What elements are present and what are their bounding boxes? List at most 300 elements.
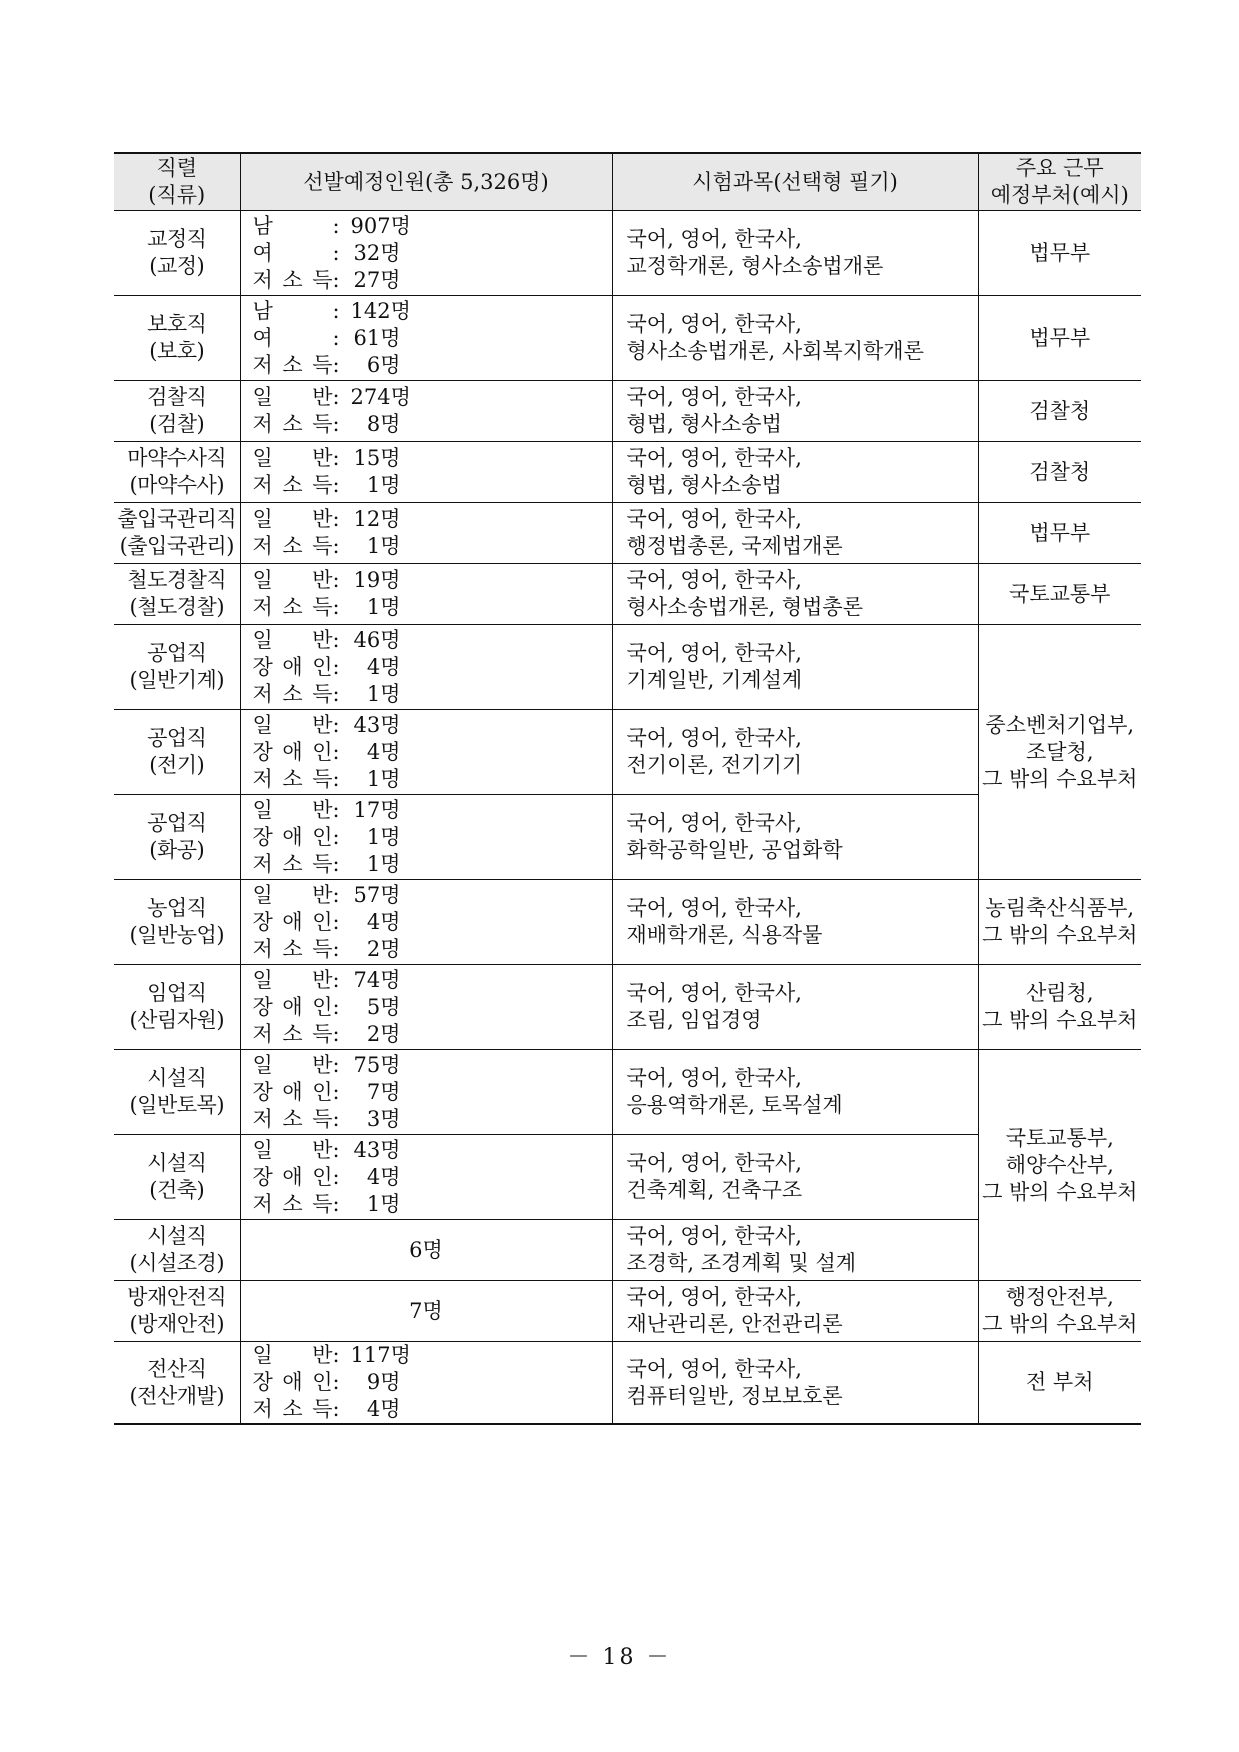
quota-count: 27명: [353, 267, 401, 292]
subjects-cell: [612, 381, 978, 442]
quota-category: 저 소 득: [252, 1021, 333, 1046]
quota-colon: :: [332, 1137, 340, 1162]
page-number: － 18 －: [567, 1645, 672, 1670]
department-cell: [978, 442, 1141, 503]
department-line: 법무부: [1029, 520, 1091, 545]
job-category-name: (전기): [149, 753, 205, 777]
subjects-cell: [612, 442, 978, 503]
job-series-name: 시설직: [147, 1066, 207, 1090]
quota-line: [253, 445, 612, 472]
job-category-name: (출입국관리): [119, 534, 234, 558]
quota-category: 저 소 득: [252, 595, 333, 619]
quota-colon: :: [332, 712, 340, 737]
quota-category: 저 소 득: [252, 473, 333, 497]
job-series-name: 검찰직: [147, 385, 207, 409]
quota-category: 저 소 득: [252, 534, 333, 558]
quota-line: [253, 411, 612, 438]
subjects-cell: [612, 1050, 978, 1135]
quota-total: 6명: [409, 1237, 443, 1262]
quota-count: 1명: [366, 534, 401, 558]
department-cell: [978, 503, 1141, 564]
department-line: 그 밖의 수요부처: [982, 766, 1138, 791]
job-series-cell: [114, 211, 240, 296]
quota-category: 일 반: [252, 385, 333, 409]
job-series-cell: [114, 1281, 240, 1342]
quota-colon: :: [332, 1370, 340, 1394]
quota-colon: :: [332, 568, 340, 592]
subjects-line-2: 조림, 임업경영: [626, 1008, 762, 1032]
department-line: 검찰청: [1029, 398, 1091, 423]
header-job-series-line1: 직렬: [156, 156, 198, 180]
job-category-name: (검찰): [149, 412, 205, 436]
quota-count: 32명: [353, 240, 401, 265]
quota-colon: :: [332, 824, 340, 849]
quota-category: 장 애 인: [252, 739, 333, 764]
quota-line: [253, 240, 612, 267]
department-line: 중소벤처기업부,: [985, 712, 1135, 737]
quota-count: 274명: [350, 385, 411, 409]
quota-category: 저 소 득: [252, 1191, 333, 1216]
quota-cell: [240, 1050, 612, 1135]
job-series-name: 전산직: [147, 1356, 207, 1381]
quota-count: 4명: [366, 1164, 401, 1189]
header-department: [978, 153, 1141, 211]
quota-count: 4명: [366, 909, 401, 934]
quota-count: 57명: [353, 882, 401, 907]
quota-category: 저 소 득: [252, 936, 333, 961]
quota-category: 장 애 인: [252, 994, 333, 1019]
department-line: 행정안전부,: [1005, 1285, 1114, 1309]
table-row: [114, 381, 1141, 442]
job-category-name: (교정): [149, 254, 205, 278]
quota-line: [253, 681, 612, 708]
subjects-line-2: 조경학, 조경계획 및 설계: [626, 1251, 857, 1275]
job-series-cell: [114, 710, 240, 795]
quota-cell: [240, 710, 612, 795]
quota-count: 1명: [366, 1191, 401, 1216]
quota-count: 1명: [366, 851, 401, 876]
job-series-name: 공업직: [147, 811, 207, 835]
subjects-line-2: 형사소송법개론, 형법총론: [626, 595, 863, 619]
quota-line: [253, 1079, 612, 1106]
quota-line: [253, 1369, 612, 1396]
job-series-cell: [114, 381, 240, 442]
quota-category: 여: [252, 240, 273, 265]
subjects-cell: [612, 625, 978, 710]
subjects-cell: [612, 710, 978, 795]
quota-line: [253, 352, 612, 379]
quota-count: 8명: [366, 412, 401, 436]
quota-colon: :: [332, 1106, 340, 1131]
quota-count: 4명: [366, 1397, 401, 1421]
department-cell: [978, 625, 1141, 880]
quota-colon: :: [332, 936, 340, 961]
quota-count: 17명: [353, 797, 401, 822]
quota-count: 75명: [353, 1052, 401, 1077]
job-category-name: (건축): [149, 1178, 205, 1202]
quota-count: 5명: [366, 994, 401, 1019]
quota-colon: :: [332, 507, 340, 531]
quota-cell: [240, 211, 612, 296]
quota-cell: [240, 503, 612, 564]
quota-line: [253, 797, 612, 824]
quota-total: 7명: [409, 1298, 443, 1323]
quota-line: [253, 1137, 612, 1164]
subjects-line-1: 국어, 영어, 한국사,: [626, 312, 802, 336]
quota-category: 장 애 인: [252, 654, 333, 679]
job-series-cell: [114, 1135, 240, 1220]
subjects-line-1: 국어, 영어, 한국사,: [626, 811, 802, 835]
job-series-name: 방재안전직: [127, 1285, 227, 1309]
subjects-line-2: 교정학개론, 형사소송법개론: [626, 254, 884, 278]
quota-cell: [240, 296, 612, 381]
subjects-line-2: 재난관리론, 안전관리론: [626, 1312, 843, 1336]
quota-category: 저 소 득: [252, 851, 333, 876]
quota-category: 장 애 인: [252, 1079, 333, 1104]
quota-colon: :: [332, 882, 340, 907]
job-category-name: (일반토목): [129, 1093, 225, 1117]
quota-line: [253, 1396, 612, 1423]
quota-cell: [240, 795, 612, 880]
job-series-cell: [114, 564, 240, 625]
table-row: [114, 1050, 1141, 1135]
quota-category: 일 반: [252, 882, 333, 907]
quota-category: 여: [252, 325, 273, 350]
quota-count: 4명: [366, 739, 401, 764]
quota-colon: :: [332, 654, 340, 679]
quota-colon: :: [332, 352, 340, 377]
quota-colon: :: [332, 1164, 340, 1189]
job-category-name: (철도경찰): [129, 595, 225, 619]
quota-colon: :: [332, 1191, 340, 1216]
subjects-cell: [612, 211, 978, 296]
job-series-cell: [114, 296, 240, 381]
quota-line: [253, 851, 612, 878]
quota-colon: :: [332, 325, 340, 350]
quota-count: 1명: [366, 824, 401, 849]
table-row: [114, 442, 1141, 503]
table-row: [114, 880, 1141, 965]
department-line: 농림축산식품부,: [985, 896, 1135, 920]
job-category-name: (일반농업): [129, 923, 225, 947]
subjects-line-1: 국어, 영어, 한국사,: [626, 507, 802, 531]
quota-count: 19명: [353, 568, 401, 592]
quota-cell: [240, 381, 612, 442]
quota-colon: :: [332, 213, 340, 238]
subjects-line-1: 국어, 영어, 한국사,: [626, 1356, 802, 1381]
quota-count: 74명: [353, 967, 401, 992]
quota-category: 일 반: [252, 967, 333, 992]
department-line: 법무부: [1029, 325, 1091, 350]
quota-line: [253, 1342, 612, 1369]
subjects-line-2: 형법, 형사소송법: [626, 473, 782, 497]
job-category-name: (보호): [149, 339, 205, 363]
quota-category: 저 소 득: [252, 267, 333, 292]
quota-line: [253, 533, 612, 560]
quota-line: [253, 594, 612, 621]
department-line: 법무부: [1029, 240, 1091, 265]
quota-line: [253, 824, 612, 851]
quota-line: [253, 325, 612, 352]
table-row: [114, 564, 1141, 625]
quota-count: 61명: [353, 325, 401, 350]
header-job-series: [114, 153, 240, 211]
subjects-line-2: 건축계획, 건축구조: [626, 1178, 803, 1202]
quota-cell: [240, 1220, 612, 1281]
quota-count: 12명: [353, 507, 401, 531]
quota-colon: :: [332, 534, 340, 558]
job-series-name: 철도경찰직: [127, 568, 227, 592]
quota-category: 저 소 득: [252, 1397, 333, 1421]
table-row: [114, 625, 1141, 710]
job-series-cell: [114, 1342, 240, 1425]
department-cell: [978, 564, 1141, 625]
quota-line: [253, 213, 612, 240]
subjects-line-1: 국어, 영어, 한국사,: [626, 385, 802, 409]
quota-count: 2명: [366, 1021, 401, 1046]
subjects-cell: [612, 1135, 978, 1220]
quota-colon: :: [332, 739, 340, 764]
header-job-series-line2: (직류): [148, 183, 206, 207]
job-category-name: (시설조경): [129, 1251, 225, 1275]
subjects-line-1: 국어, 영어, 한국사,: [626, 896, 802, 920]
quota-line: [253, 967, 612, 994]
quota-count: 1명: [366, 681, 401, 706]
quota-line: [253, 712, 612, 739]
header-quota: 선발예정인원(총 5,326명): [240, 153, 612, 211]
quota-category: 저 소 득: [252, 412, 333, 436]
quota-colon: :: [332, 766, 340, 791]
quota-colon: :: [332, 473, 340, 497]
subjects-cell: [612, 564, 978, 625]
quota-count: 907명: [350, 213, 411, 238]
job-series-name: 공업직: [147, 726, 207, 750]
job-series-cell: [114, 880, 240, 965]
department-cell: [978, 965, 1141, 1050]
quota-count: 1명: [366, 766, 401, 791]
quota-colon: :: [332, 1397, 340, 1421]
quota-colon: :: [332, 385, 340, 409]
quota-count: 46명: [353, 627, 401, 652]
quota-count: 142명: [350, 298, 411, 323]
job-series-name: 임업직: [147, 981, 207, 1005]
job-category-name: (전산개발): [129, 1383, 225, 1408]
quota-line: [253, 1164, 612, 1191]
quota-category: 저 소 득: [252, 681, 333, 706]
quota-count: 6명: [366, 352, 401, 377]
quota-count: 7명: [366, 1079, 401, 1104]
quota-count: 15명: [353, 446, 401, 470]
job-series-name: 마약수사직: [127, 446, 227, 470]
quota-colon: :: [332, 267, 340, 292]
header-department-line2: 예정부처(예시): [990, 183, 1129, 207]
quota-line: [253, 882, 612, 909]
job-category-name: (일반기계): [129, 668, 225, 692]
quota-colon: :: [332, 909, 340, 934]
quota-category: 장 애 인: [252, 824, 333, 849]
subjects-line-2: 컴퓨터일반, 정보보호론: [626, 1383, 843, 1408]
quota-line: [253, 506, 612, 533]
quota-cell: [240, 965, 612, 1050]
quota-count: 3명: [366, 1106, 401, 1131]
quota-count: 117명: [350, 1343, 411, 1367]
job-series-cell: [114, 1050, 240, 1135]
quota-cell: [240, 564, 612, 625]
quota-category: 저 소 득: [252, 1106, 333, 1131]
job-category-name: (화공): [149, 838, 205, 862]
department-line: 국토교통부,: [1005, 1125, 1114, 1150]
quota-category: 일 반: [252, 1137, 333, 1162]
subjects-cell: [612, 1342, 978, 1425]
job-series-name: 보호직: [147, 312, 207, 336]
quota-colon: :: [332, 298, 340, 323]
job-series-cell: [114, 795, 240, 880]
subjects-line-1: 국어, 영어, 한국사,: [626, 1066, 802, 1090]
quota-colon: :: [332, 1021, 340, 1046]
department-line: 전 부처: [1025, 1370, 1094, 1394]
department-cell: [978, 296, 1141, 381]
quota-line: [253, 909, 612, 936]
department-cell: [978, 1281, 1141, 1342]
quota-line: [253, 654, 612, 681]
subjects-cell: [612, 1281, 978, 1342]
quota-category: 일 반: [252, 1343, 333, 1367]
subjects-cell: [612, 880, 978, 965]
job-series-cell: [114, 965, 240, 1050]
department-line: 조달청,: [1025, 739, 1094, 764]
quota-category: 일 반: [252, 507, 333, 531]
subjects-line-1: 국어, 영어, 한국사,: [626, 1224, 802, 1248]
subjects-line-1: 국어, 영어, 한국사,: [626, 568, 802, 592]
quota-cell: [240, 442, 612, 503]
quota-category: 일 반: [252, 627, 333, 652]
quota-colon: :: [332, 967, 340, 992]
quota-line: [253, 1106, 612, 1133]
quota-count: 43명: [353, 1137, 401, 1162]
quota-line: [253, 567, 612, 594]
quota-line: [253, 298, 612, 325]
department-line: 해양수산부,: [1005, 1152, 1114, 1177]
quota-line: [253, 267, 612, 294]
quota-category: 일 반: [252, 712, 333, 737]
quota-colon: :: [332, 1052, 340, 1077]
subjects-line-2: 응용역학개론, 토목설계: [626, 1093, 843, 1117]
table-row: [114, 1281, 1141, 1342]
quota-line: [253, 1052, 612, 1079]
subjects-line-2: 형법, 형사소송법: [626, 412, 782, 436]
quota-colon: :: [332, 627, 340, 652]
job-series-name: 교정직: [147, 227, 207, 251]
department-cell: [978, 381, 1141, 442]
quota-count: 9명: [366, 1370, 401, 1394]
quota-category: 저 소 득: [252, 352, 333, 377]
quota-line: [253, 472, 612, 499]
quota-category: 일 반: [252, 446, 333, 470]
table-row: [114, 503, 1141, 564]
department-line: 그 밖의 수요부처: [982, 1179, 1138, 1204]
quota-count: 1명: [366, 595, 401, 619]
subjects-line-1: 국어, 영어, 한국사,: [626, 1151, 802, 1175]
department-cell: [978, 1050, 1141, 1281]
quota-colon: :: [332, 595, 340, 619]
quota-category: 장 애 인: [252, 1370, 333, 1394]
quota-colon: :: [332, 1343, 340, 1367]
subjects-line-2: 형사소송법개론, 사회복지학개론: [626, 339, 924, 363]
subjects-line-2: 기계일반, 기계설계: [626, 668, 803, 692]
quota-count: 1명: [366, 473, 401, 497]
job-category-name: (방재안전): [129, 1312, 225, 1336]
quota-line: [253, 1021, 612, 1048]
quota-line: [253, 739, 612, 766]
quota-colon: :: [332, 797, 340, 822]
table-row: [114, 965, 1141, 1050]
job-series-name: 출입국관리직: [117, 507, 237, 531]
subjects-cell: [612, 296, 978, 381]
department-line: 국토교통부: [1009, 581, 1111, 606]
quota-cell: [240, 880, 612, 965]
quota-category: 일 반: [252, 1052, 333, 1077]
header-department-line1: 주요 근무: [1015, 156, 1104, 180]
quota-colon: :: [332, 446, 340, 470]
quota-category: 일 반: [252, 797, 333, 822]
subjects-line-2: 재배학개론, 식용작물: [626, 923, 823, 947]
quota-category: 장 애 인: [252, 1164, 333, 1189]
job-series-cell: [114, 503, 240, 564]
job-series-name: 시설직: [147, 1151, 207, 1175]
quota-colon: :: [332, 851, 340, 876]
table-row: [114, 296, 1141, 381]
subjects-line-1: 국어, 영어, 한국사,: [626, 641, 802, 665]
job-series-cell: [114, 625, 240, 710]
job-series-cell: [114, 1220, 240, 1281]
quota-line: [253, 384, 612, 411]
department-line: 그 밖의 수요부처: [982, 1008, 1138, 1032]
quota-line: [253, 627, 612, 654]
quota-line: [253, 1191, 612, 1218]
department-line: 그 밖의 수요부처: [982, 923, 1138, 947]
subjects-line-1: 국어, 영어, 한국사,: [626, 981, 802, 1005]
subjects-cell: [612, 965, 978, 1050]
job-category-name: (산림자원): [129, 1008, 225, 1032]
job-series-name: 시설직: [147, 1224, 207, 1248]
quota-count: 43명: [353, 712, 401, 737]
quota-category: 일 반: [252, 568, 333, 592]
department-line: 산림청,: [1025, 981, 1094, 1005]
table-row: [114, 211, 1141, 296]
job-series-name: 공업직: [147, 641, 207, 665]
quota-cell: [240, 625, 612, 710]
quota-colon: :: [332, 1079, 340, 1104]
quota-colon: :: [332, 412, 340, 436]
quota-colon: :: [332, 994, 340, 1019]
table-row: [114, 1342, 1141, 1425]
recruitment-table: [114, 152, 1141, 1425]
quota-count: 2명: [366, 936, 401, 961]
department-cell: [978, 880, 1141, 965]
quota-colon: :: [332, 240, 340, 265]
quota-cell: [240, 1281, 612, 1342]
subjects-cell: [612, 503, 978, 564]
subjects-line-1: 국어, 영어, 한국사,: [626, 726, 802, 750]
department-cell: [978, 1342, 1141, 1425]
subjects-line-1: 국어, 영어, 한국사,: [626, 1285, 802, 1309]
quota-line: [253, 936, 612, 963]
subjects-line-2: 행정법총론, 국제법개론: [626, 534, 843, 558]
department-cell: [978, 211, 1141, 296]
subjects-line-1: 국어, 영어, 한국사,: [626, 446, 802, 470]
job-series-cell: [114, 442, 240, 503]
quota-category: 장 애 인: [252, 909, 333, 934]
